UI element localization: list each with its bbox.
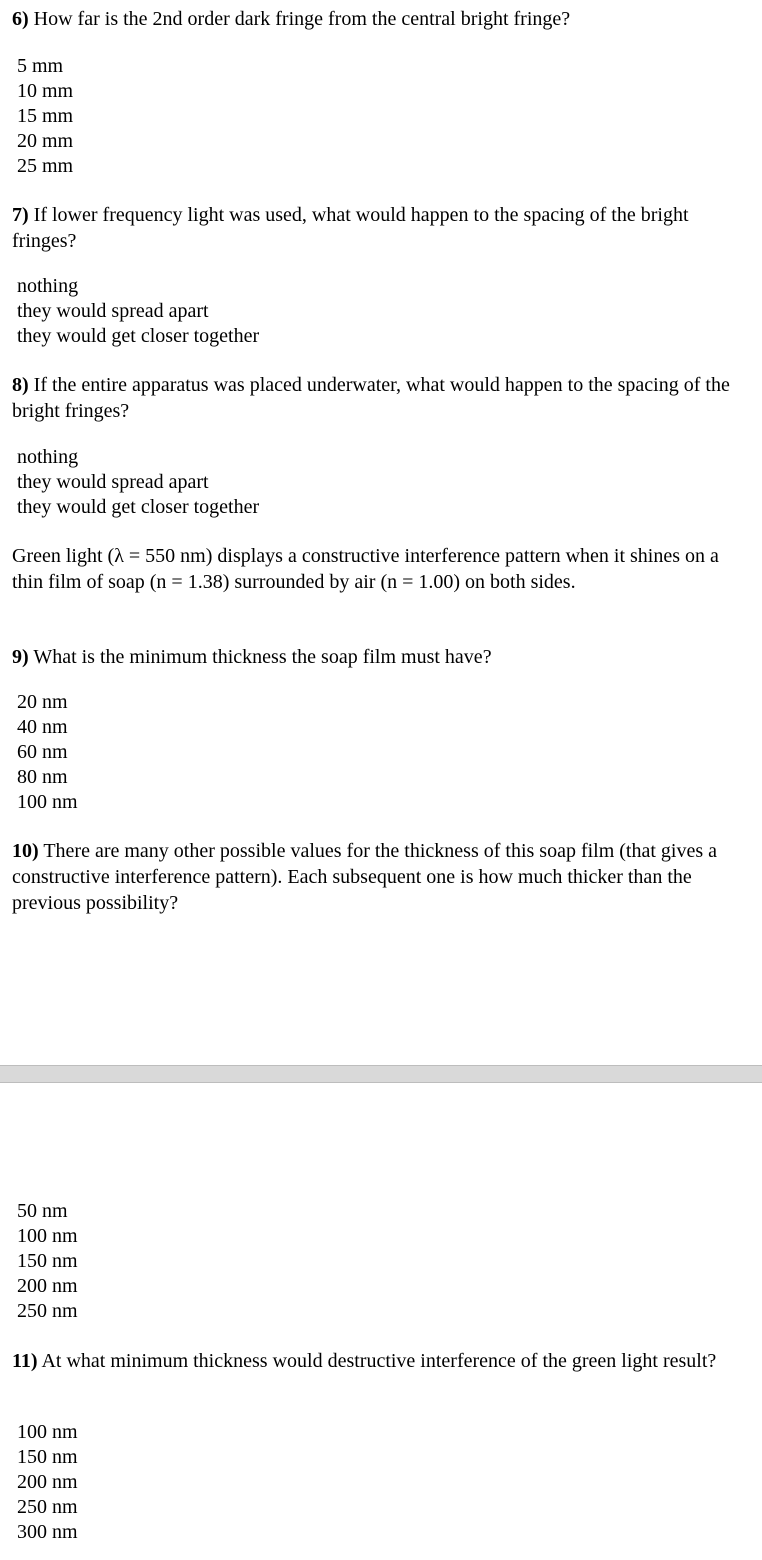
answer-option[interactable]: 100 nm bbox=[17, 1421, 78, 1443]
answer-option[interactable]: 20 nm bbox=[17, 691, 68, 713]
answer-option[interactable]: 50 nm bbox=[17, 1200, 68, 1222]
answer-option[interactable]: they would spread apart bbox=[17, 300, 209, 322]
question-8 bbox=[12, 372, 752, 424]
answer-option[interactable]: 80 nm bbox=[17, 766, 68, 788]
question-11 bbox=[12, 1348, 752, 1374]
question-number: 9) bbox=[12, 646, 29, 668]
question-number: 11) bbox=[12, 1350, 38, 1372]
question-7 bbox=[12, 202, 752, 254]
answer-option[interactable]: 10 mm bbox=[17, 80, 74, 102]
answer-option[interactable]: 60 nm bbox=[17, 741, 68, 763]
answer-option[interactable]: nothing bbox=[17, 446, 79, 468]
question-number: 7) bbox=[12, 204, 29, 226]
answer-option[interactable]: 150 nm bbox=[17, 1446, 78, 1468]
answer-option[interactable]: 300 nm bbox=[17, 1521, 78, 1543]
question-6 bbox=[12, 6, 752, 32]
answer-option[interactable]: they would spread apart bbox=[17, 471, 209, 493]
answer-option[interactable]: 250 nm bbox=[17, 1496, 78, 1518]
question-text: If lower frequency light was used, what would happen to the spacing of the bright fringes? bbox=[12, 204, 689, 252]
page-break-divider bbox=[0, 1065, 762, 1083]
question-number: 8) bbox=[12, 374, 29, 396]
answer-options-11 bbox=[17, 1420, 737, 1545]
answer-option[interactable]: 15 mm bbox=[17, 105, 74, 127]
question-text: What is the minimum thickness the soap film must have? bbox=[33, 646, 492, 668]
question-text: If the entire apparatus was placed underwater, what would happen to the spacing of the bright fringes? bbox=[12, 374, 730, 422]
answer-option[interactable]: 100 nm bbox=[17, 1225, 78, 1247]
answer-option[interactable]: they would get closer together bbox=[17, 325, 260, 347]
question-10 bbox=[12, 838, 752, 916]
answer-option[interactable]: 200 nm bbox=[17, 1275, 78, 1297]
answer-options-7 bbox=[17, 274, 737, 349]
context-paragraph: Green light (λ = 550 nm) displays a constructive interference pattern when it shines on a thin film of soap (n = 1.38) surrounded by air (n = 1.00) on both sides. bbox=[12, 545, 719, 593]
answer-option[interactable]: 150 nm bbox=[17, 1250, 78, 1272]
answer-option[interactable]: 25 mm bbox=[17, 155, 74, 177]
question-text: How far is the 2nd order dark fringe from the central bright fringe? bbox=[33, 8, 571, 30]
answer-options-6 bbox=[17, 54, 737, 179]
question-9 bbox=[12, 644, 752, 670]
answer-option[interactable]: 20 mm bbox=[17, 130, 74, 152]
question-text: At what minimum thickness would destructive interference of the green light result? bbox=[41, 1350, 717, 1372]
answer-option[interactable]: 200 nm bbox=[17, 1471, 78, 1493]
question-number: 10) bbox=[12, 840, 39, 862]
answer-option[interactable]: 5 mm bbox=[17, 55, 64, 77]
question-number: 6) bbox=[12, 8, 29, 30]
answer-option[interactable]: 100 nm bbox=[17, 791, 78, 813]
answer-option[interactable]: 40 nm bbox=[17, 716, 68, 738]
answer-options-10 bbox=[17, 1199, 737, 1324]
answer-option[interactable]: nothing bbox=[17, 275, 79, 297]
answer-options-9 bbox=[17, 690, 737, 815]
answer-option[interactable]: 250 nm bbox=[17, 1300, 78, 1322]
answer-options-8 bbox=[17, 445, 737, 520]
question-text: There are many other possible values for the thickness of this soap film (that gives a constructive interference pattern). Each subsequent one is how much thicker than the previous possibility? bbox=[12, 840, 718, 914]
answer-option[interactable]: they would get closer together bbox=[17, 496, 260, 518]
